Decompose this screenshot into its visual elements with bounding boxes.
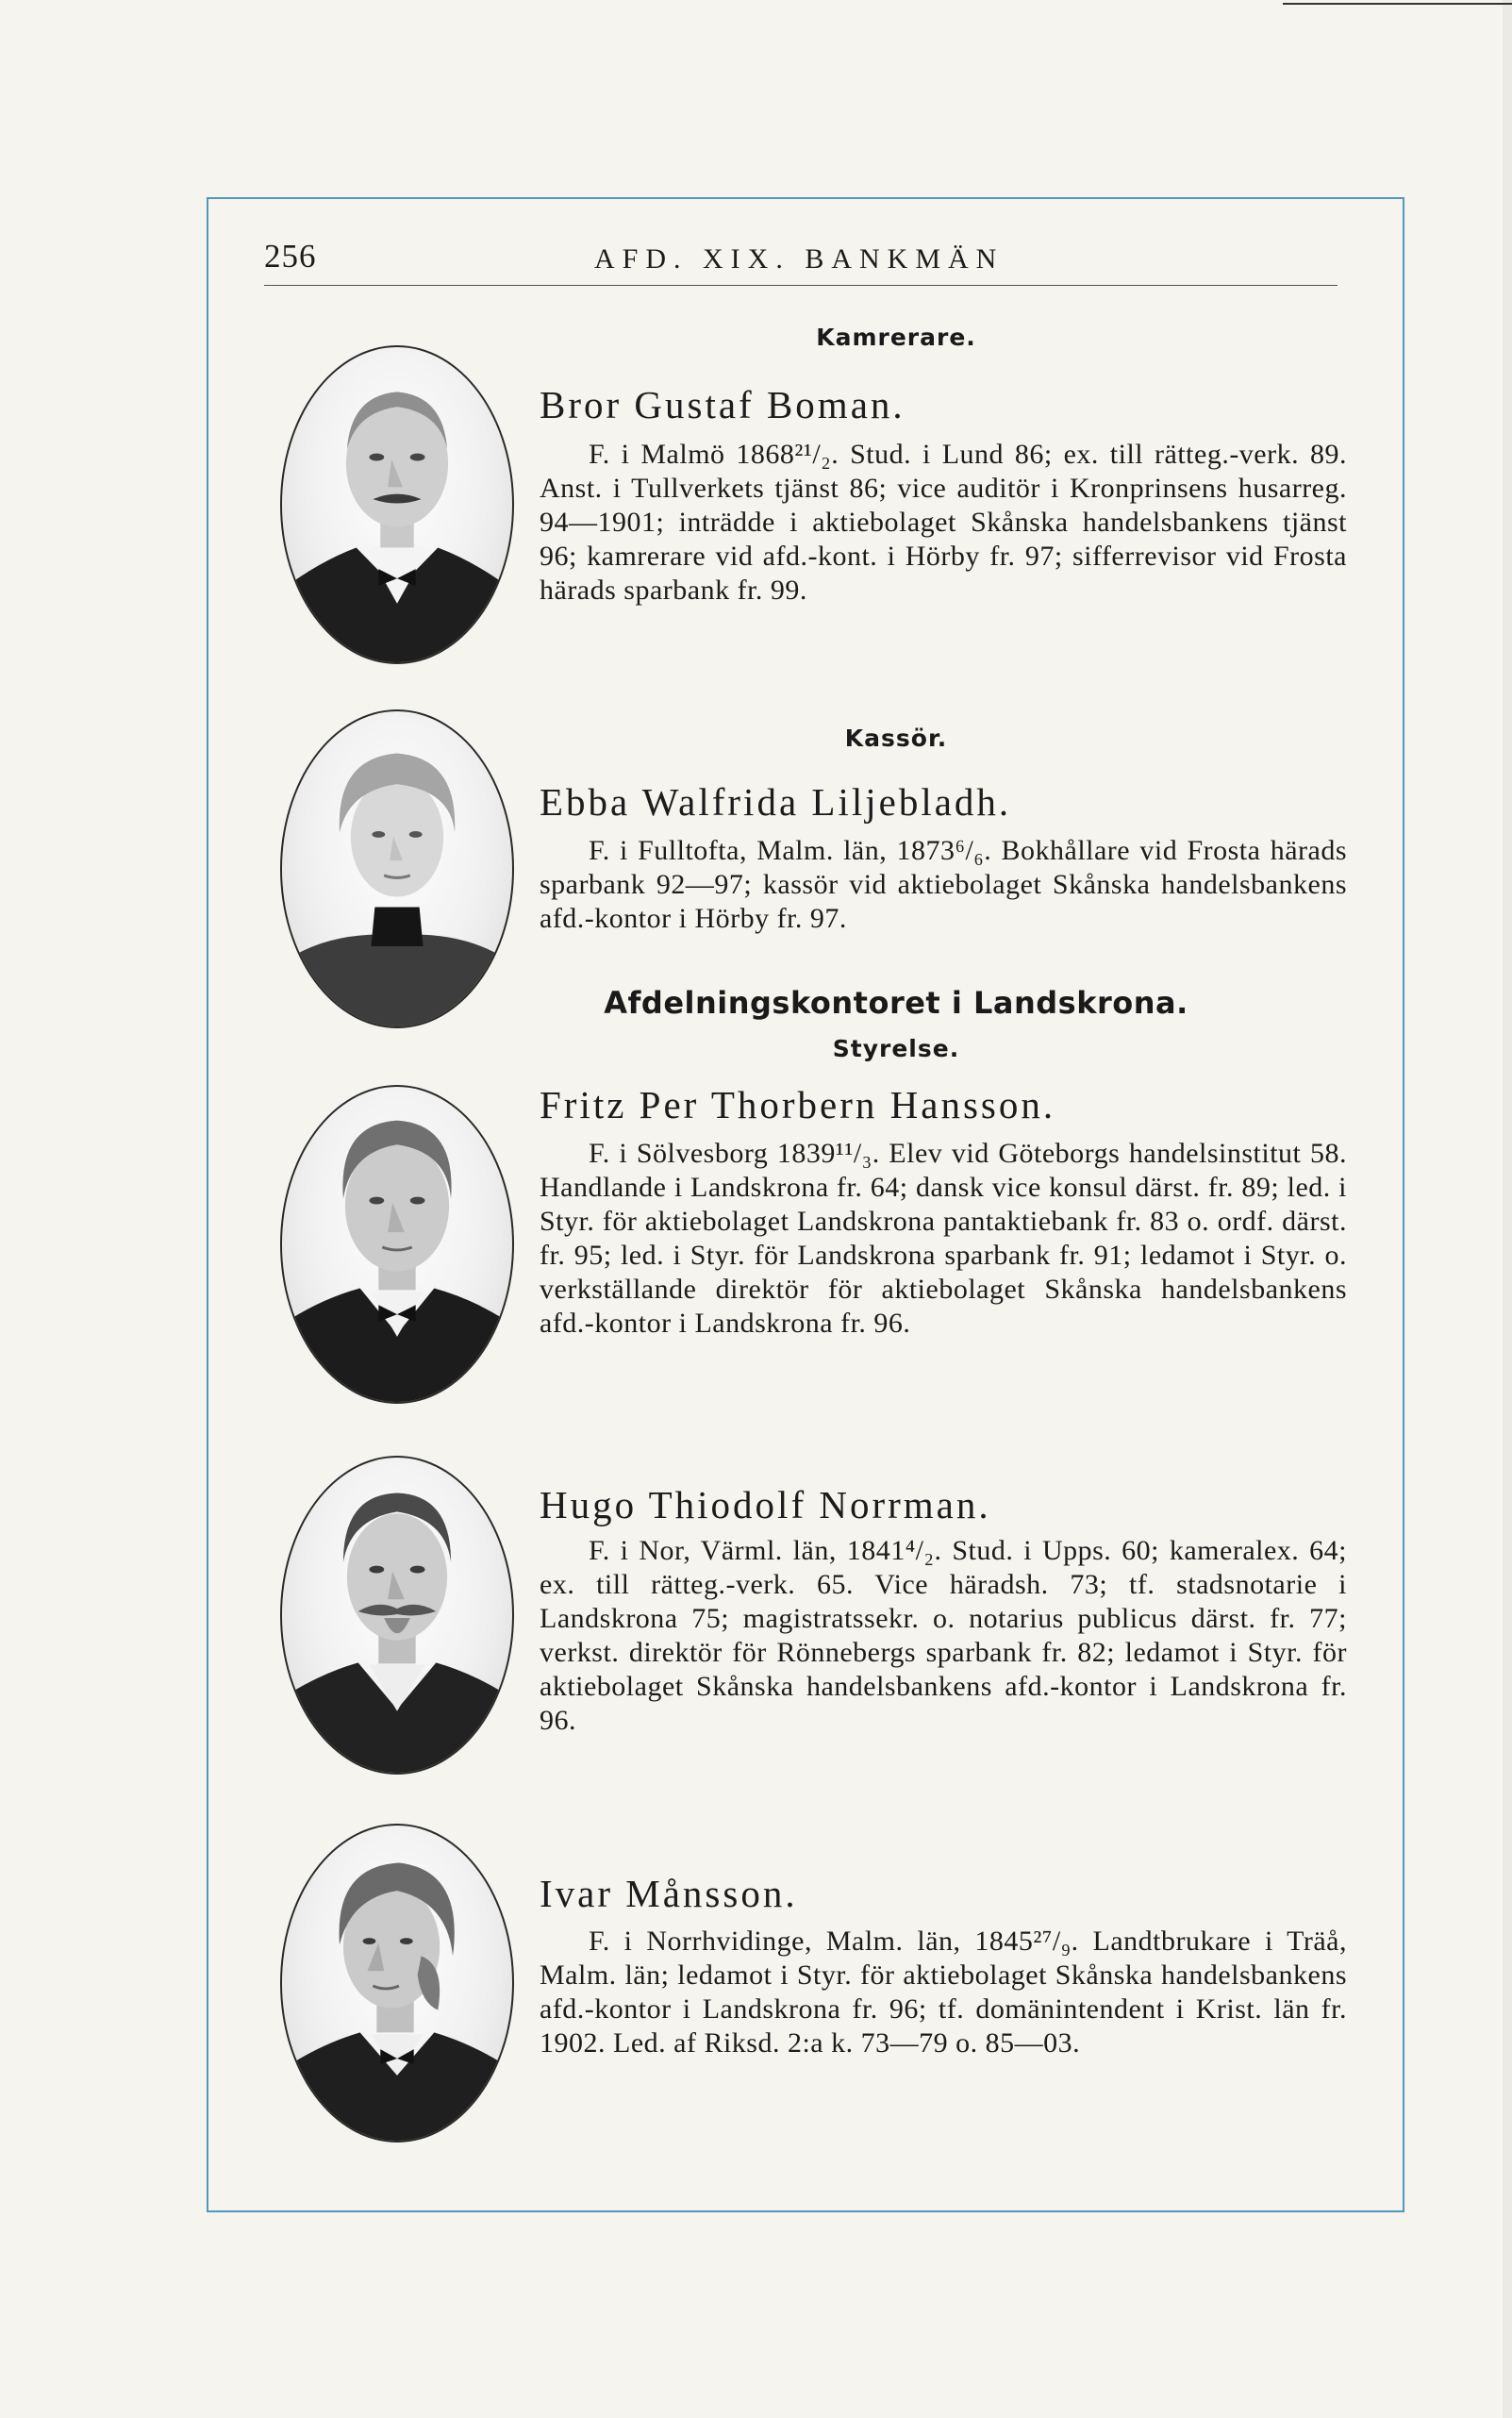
entry-text-content: F. i Sölvesborg 1839¹¹/₃. Elev vid Göteborgs handelsinstitut 58. Handlande i Landskrona fr. 64; dansk vice konsul därst. fr. 89; led. i Styr. för aktiebolaget Landskrona pantaktiebank fr. 83 o. ordf. därst. fr. 95; led. i Styr. för Landskrona sparbank fr. 91; ledamot i Styr. o. verkställande direktör för aktiebolaget Skånska handelsbankens afd.-kontor i Landskrona fr. 96. xyxy=(540,1138,1347,1339)
entry-text xyxy=(540,438,1347,608)
entry-text-content: F. i Norrhvidinge, Malm. län, 1845²⁷/₉. Landtbrukare i Träå, Malm. län; ledamot i Styr. för aktiebolaget Skånska handelsbankens afd.-kontor i Landskrona fr. 96; tf. domänintendent i Krist. län fr. 1902. Led. af Riksd. 2:a k. 73—79 o. 85—03. xyxy=(540,1926,1347,2059)
page-header xyxy=(264,238,1338,286)
entry-name: Bror Gustaf Boman. xyxy=(540,383,906,426)
portrait-ebba-walfrida-liljebladh xyxy=(280,709,514,1028)
portrait-ivar-mansson xyxy=(280,1824,514,2143)
heading-styrelse: Styrelse. xyxy=(832,1035,960,1062)
entry-text-content: F. i Nor, Värml. län, 1841⁴/₂. Stud. i Upps. 60; kameralex. 64; ex. till rätteg.-verk. 65. Vice häradsh. 73; tf. stadsnotarie i Landskrona 75; magistratssekr. o. notarius publicus därst. fr. 77; verkst. direktör för Rönnebergs sparbank fr. 82; ledamot i Styr. för aktiebolaget Skånska handelsbankens afd.-kontor i Landskrona fr. 96. xyxy=(540,1535,1347,1736)
entry-text xyxy=(540,1137,1347,1341)
heading-kassor: Kassör. xyxy=(844,725,948,752)
entry-text xyxy=(540,1925,1347,2060)
heading-office: Afdelningskontoret i Landskrona. xyxy=(604,985,1188,1021)
portrait-bror-gustaf-boman xyxy=(280,345,514,664)
entry-text xyxy=(540,1534,1347,1738)
portrait-hugo-thiodolf-norrman xyxy=(280,1456,514,1775)
entry-name: Ivar Månsson. xyxy=(540,1872,798,1915)
running-head: AFD. XIX. BANKMÄN xyxy=(594,243,1005,275)
page-number: 256 xyxy=(264,238,317,275)
portrait-fritz-per-thorbern-hansson xyxy=(280,1085,514,1404)
entry-name: Fritz Per Thorbern Hansson. xyxy=(540,1083,1056,1126)
heading-kamrerare: Kamrerare. xyxy=(816,324,976,351)
entry-text xyxy=(540,834,1347,936)
scan-edge xyxy=(1503,0,1512,2418)
scan-mark xyxy=(1283,3,1512,5)
entry-name: Ebba Walfrida Liljebladh. xyxy=(540,780,1012,824)
entry-name: Hugo Thiodolf Norrman. xyxy=(540,1483,991,1526)
entry-text-content: F. i Malmö 1868²¹/₂. Stud. i Lund 86; ex. till rätteg.-verk. 89. Anst. i Tullverkets tjänst 86; vice auditör i Kronprinsens husarreg. 94—1901; inträdde i aktiebolaget Skånska handelsbankens tjänst 96; kamrerare vid afd.-kont. i Hörby fr. 97; sifferrevisor vid Frosta härads sparbank fr. 99. xyxy=(540,439,1347,606)
entry-text-content: F. i Fulltofta, Malm. län, 1873⁶/₆. Bokhållare vid Frosta härads sparbank 92—97; kassör vid aktiebolaget Skånska handelsbankens afd.-kontor i Hörby fr. 97. xyxy=(540,835,1347,934)
